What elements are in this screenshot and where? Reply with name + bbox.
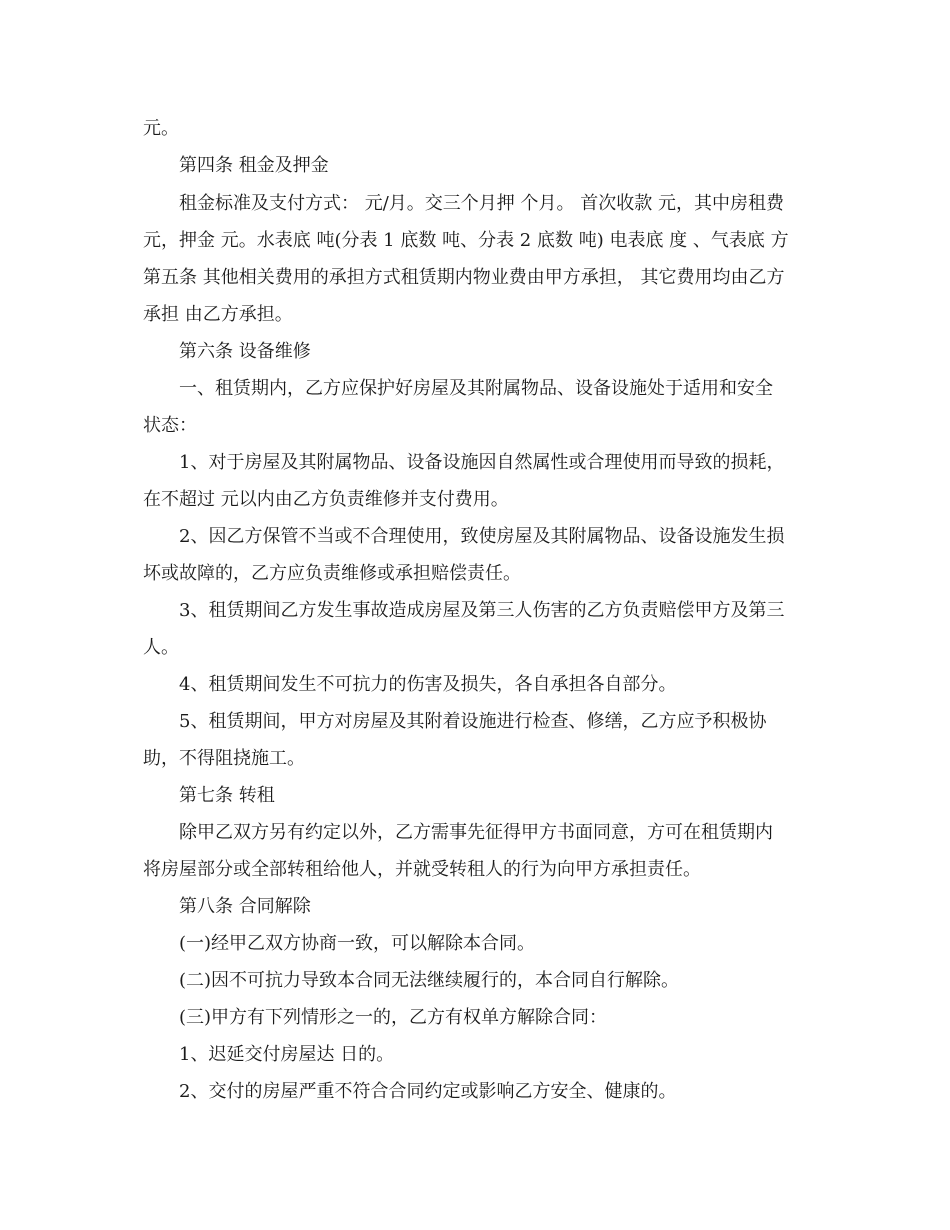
text-line: 2、交付的房屋严重不符合合同约定或影响乙方安全、健康的。: [179, 1081, 677, 1102]
text-line: 在不超过 元以内由乙方负责维修并支付费用。: [143, 489, 509, 510]
text-line: 除甲乙双方另有约定以外，乙方需事先征得甲方书面同意，方可在租赁期内: [179, 822, 773, 843]
text-line: 元，押金 元。水表底 吨(分表 1 底数 吨、分表 2 底数 吨) 电表底 度 、气表底 方: [143, 230, 789, 251]
text-line: 承担 由乙方承担。: [143, 304, 293, 325]
text-line: 人。: [143, 637, 179, 658]
section-heading: 第四条 租金及押金: [179, 155, 329, 176]
text-line: 第五条 其他相关费用的承担方式租赁期内物业费由甲方承担， 其它费用均由乙方: [143, 267, 785, 288]
text-line: 3、租赁期间乙方发生事故造成房屋及第三人伤害的乙方负责赔偿甲方及第三: [179, 600, 785, 621]
text-line: 一、租赁期内，乙方应保护好房屋及其附属物品、设备设施处于适用和安全: [179, 378, 773, 399]
text-line: (一)经甲乙双方协商一致，可以解除本合同。: [179, 933, 536, 954]
text-line: 坏或故障的，乙方应负责维修或承担赔偿责任。: [143, 563, 521, 584]
text-line: 租金标准及支付方式： 元/月。交三个月押 个月。 首次收款 元，其中房租费: [179, 193, 784, 214]
text-line: 1、迟延交付房屋达 日的。: [179, 1044, 395, 1065]
section-heading: 第六条 设备维修: [179, 341, 311, 362]
text-line: 5、租赁期间，甲方对房屋及其附着设施进行检查、修缮，乙方应予积极协: [179, 711, 767, 732]
section-heading: 第八条 合同解除: [179, 896, 311, 917]
text-line: (三)甲方有下列情形之一的，乙方有权单方解除合同：: [179, 1007, 608, 1028]
text-line: (二)因不可抗力导致本合同无法继续履行的，本合同自行解除。: [179, 970, 680, 991]
text-line: 将房屋部分或全部转租给他人，并就受转租人的行为向甲方承担责任。: [143, 859, 701, 880]
text-line: 1、对于房屋及其附属物品、设备设施因自然属性或合理使用而导致的损耗，: [179, 452, 785, 473]
section-heading: 第七条 转租: [179, 785, 275, 806]
text-line: 元。: [143, 118, 179, 139]
text-line: 4、租赁期间发生不可抗力的伤害及损失，各自承担各自部分。: [179, 674, 677, 695]
text-line: 2、因乙方保管不当或不合理使用，致使房屋及其附属物品、设备设施发生损: [179, 526, 785, 547]
text-line: 助，不得阻挠施工。: [143, 748, 305, 769]
text-line: 状态：: [143, 415, 197, 436]
